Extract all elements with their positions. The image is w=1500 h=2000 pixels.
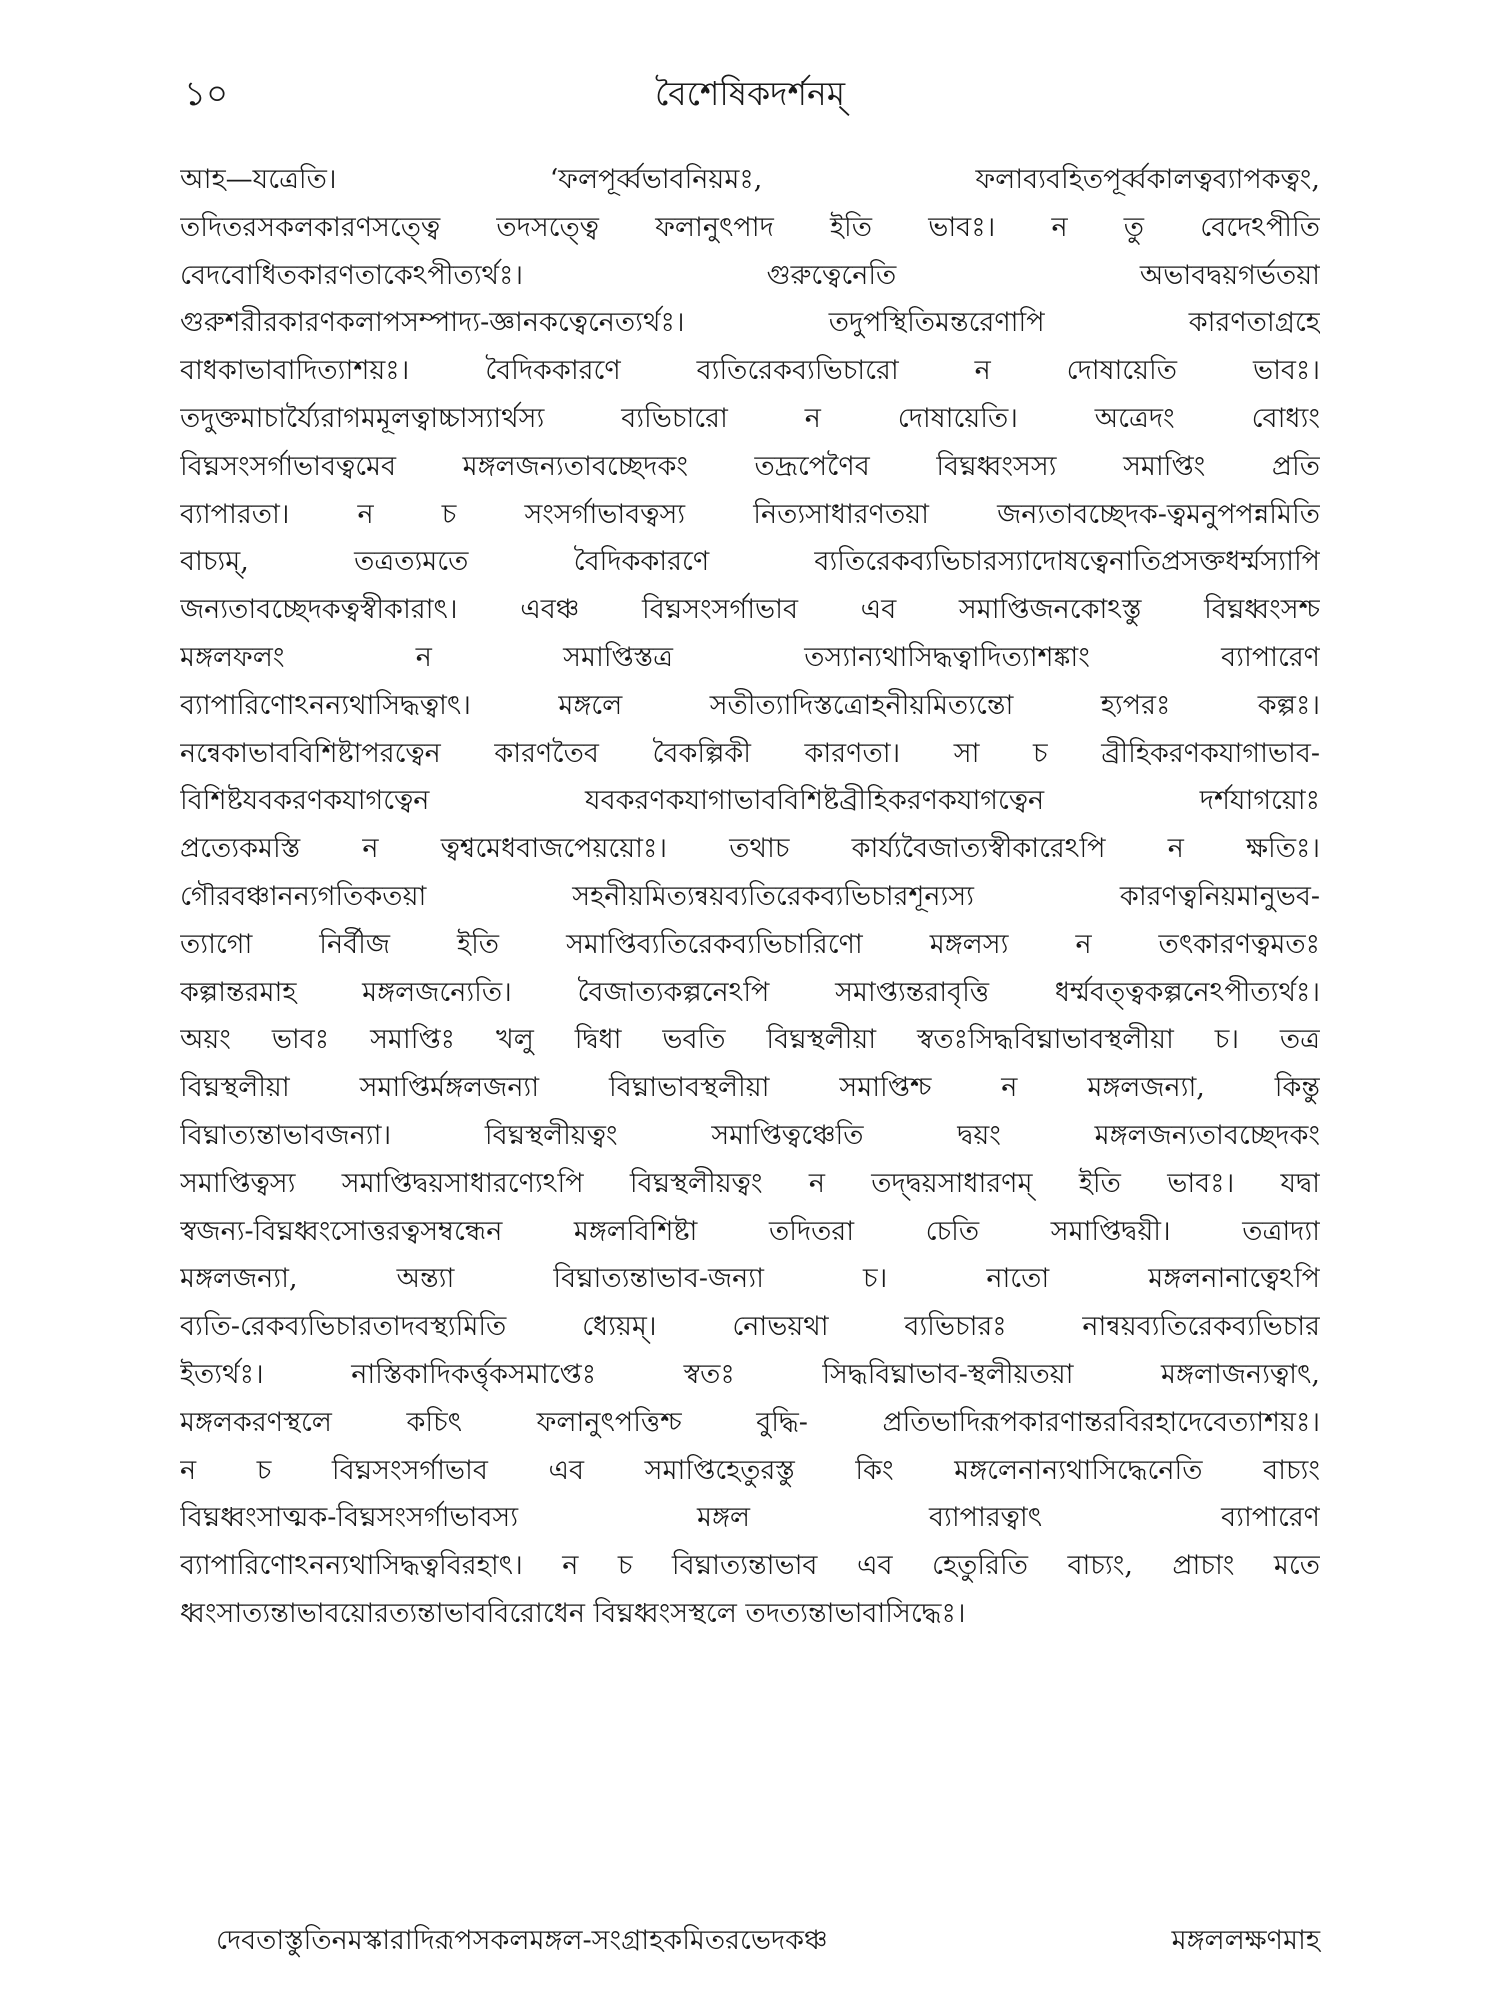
text-line: ব্যাপারিণোঽনন্যথাসিদ্ধত্ববিরহাৎ। ন চ বিঘ্নাত্যন্তাভাব এব হেতুরিতি বাচ্যং, প্রাচাং মতে: [180, 1550, 1320, 1582]
text-line: মঙ্গলফলং ন সমাপ্তিস্তত্র তস্যান্যথাসিদ্ধত্বাদিত্যাশঙ্কাং ব্যাপারেণ: [180, 641, 1320, 673]
text-line: বেদবোধিতকারণতাকেঽপীত্যর্থঃ। গুরুত্বেনেতি অভাবদ্বয়গর্ভতয়া: [180, 259, 1320, 291]
text-line: মঙ্গলজন্যা, অন্ত্যা বিঘ্নাত্যন্তাভাব-জন্যা চ। নাতো মঙ্গলনানাত্বেঽপি: [180, 1263, 1320, 1295]
text-line: বিঘ্নাত্যন্তাভাবজন্যা। বিঘ্নস্থলীয়ত্বং সমাপ্তিত্বঞ্চেতি দ্বয়ং মঙ্গলজন্যতাবচ্ছেদকং: [180, 1119, 1320, 1151]
text-line: ব্যাপারিণোঽনন্যথাসিদ্ধত্বাৎ। মঙ্গলে সতীত্যাদিস্তত্রোহনীয়মিত্যন্তো হ্যপরঃ কল্পঃ।: [180, 689, 1320, 721]
text-line: গৌরবঞ্চানন্যগতিকতয়া সহনীয়মিত্যন্বয়ব্যতিরেকব্যভিচারশূন্যস্য কারণত্বনিয়মানুভব-: [180, 880, 1320, 912]
text-line: বিঘ্নসংসর্গাভাবত্বমেব মঙ্গলজন্যতাবচ্ছেদকং তদ্রূপেণৈব বিঘ্নধ্বংসস্য সমাপ্তিং প্রতি: [180, 450, 1320, 482]
text-line: ত্যাগো নির্বীজ ইতি সমাপ্তিব্যতিরেকব্যভিচারিণো মঙ্গলস্য ন তৎকারণত্বমতঃ: [180, 928, 1320, 960]
text-line: বিশিষ্টযবকরণকযাগত্বেন যবকরণকযাগাভাববিশিষ্টব্রীহিকরণকযাগত্বেন দর্শযাগয়োঃ: [180, 785, 1320, 817]
text-line: ব্যতি-রেকব্যভিচারতাদবস্থ্যমিতি ধ্যেয়ম্। নোভয়থা ব্যভিচারঃ নান্বয়ব্যতিরেকব্যভিচার: [180, 1311, 1320, 1343]
text-line: গুরুশরীরকারণকলাপসম্পাদ্য-জ্ঞানকত্বেনেত্যর্থঃ। তদুপস্থিতিমন্তরেণাপি কারণতাগ্রহে: [180, 307, 1320, 339]
text-line: ধ্বংসাত্যন্তাভাবয়োরত্যন্তাভাববিরোধেন বিঘ্নধ্বংসস্থলে তদত্যন্তাভাবাসিদ্ধেঃ।: [180, 1597, 966, 1629]
text-line: সমাপ্তিত্বস্য সমাপ্তিদ্বয়সাধারণ্যেঽপি বিঘ্নস্থলীয়ত্বং ন তদ্দ্বয়সাধারণম্ ইতি ভাবঃ। যদ্বা: [180, 1167, 1320, 1199]
text-line: তদুক্তমাচার্য্যৈরাগমমূলত্বাচ্চাস্যার্থস্য ব্যভিচারো ন দোষায়েতি। অত্রেদং বোধ্যং: [180, 402, 1320, 434]
closing-line-left: দেবতাস্তুতিনমস্কারাদিরূপসকলমঙ্গল-সংগ্রাহকমিতরভেদকঞ্চ: [216, 1925, 828, 1956]
text-line: কল্পান্তরমাহ মঙ্গলজন্যেতি। বৈজাত্যকল্পনেঽপি সমাপ্ত্যন্তরাবৃত্তি ধর্ম্মবত্ত্বকল্পনেঽপীত্যর্থঃ।: [180, 976, 1320, 1008]
page-header: [180, 72, 1320, 132]
text-line: জন্যতাবচ্ছেদকত্বস্বীকারাৎ। এবঞ্চ বিঘ্নসংসর্গাভাব এব সমাপ্তিজনকোঽস্তু বিঘ্নধ্বংসশ্চ: [180, 594, 1320, 626]
text-line: বাচ্যম্, তত্রত্যমতে বৈদিককারণে ব্যতিরেকব্যভিচারস্যাদোষত্বেনাতিপ্রসক্তধর্ম্মস্যাপি: [180, 546, 1320, 578]
closing-line: [180, 1917, 1320, 1965]
closing-line-right: মঙ্গললক্ষণমাহ: [1171, 1925, 1320, 1956]
text-line: ইত্যর্থঃ। নাস্তিকাদিকর্ত্তৃকসমাপ্তেঃ স্বতঃ সিদ্ধবিঘ্নাভাব-স্থলীয়তয়া মঙ্গলাজন্যত্বাৎ,: [180, 1358, 1320, 1390]
text-line: মঙ্গলকরণস্থলে কচিৎ ফলানুৎপত্তিশ্চ বুদ্ধি- প্রতিভাদিরূপকারণান্তরবিরহাদেবেত্যাশয়ঃ।: [180, 1406, 1320, 1438]
text-line: অয়ং ভাবঃ সমাপ্তিঃ খলু দ্বিধা ভবতি বিঘ্নস্থলীয়া স্বতঃসিদ্ধবিঘ্নাভাবস্থলীয়া চ। তত্র: [180, 1024, 1320, 1056]
page-number: ১০: [184, 74, 229, 114]
text-line: বিঘ্নস্থলীয়া সমাপ্তির্মঙ্গলজন্যা বিঘ্নাভাবস্থলীয়া সমাপ্তিশ্চ ন মঙ্গলজন্যা, কিন্তু: [180, 1072, 1320, 1104]
text-line: স্বজন্য-বিঘ্নধ্বংসোত্তরত্বসম্বন্ধেন মঙ্গলবিশিষ্টা তদিতরা চেতি সমাপ্তিদ্বয়ী। তত্রাদ্যা: [180, 1215, 1320, 1247]
text-line: ব্যাপারতা। ন চ সংসর্গাভাবত্বস্য নিত্যসাধারণতয়া জন্যতাবচ্ছেদক-ত্বমনুপপন্নমিতি: [180, 498, 1320, 530]
text-line: বাধকাভাবাদিত্যাশয়ঃ। বৈদিককারণে ব্যতিরেকব্যভিচারো ন দোষায়েতি ভাবঃ।: [180, 355, 1320, 387]
body-text: [180, 156, 1320, 1638]
text-line: নন্বেকাভাববিশিষ্টাপরত্বেন কারণতৈব বৈকল্পিকী কারণতা। সা চ ব্রীহিকরণকযাগাভাব-: [180, 737, 1320, 769]
text-line: ন চ বিঘ্নসংসর্গাভাব এব সমাপ্তিহেতুরস্তু কিং মঙ্গলেনান্যথাসিদ্ধেনেতি বাচ্যং: [180, 1454, 1320, 1486]
text-line: প্রত্যেকমস্তি ন ত্বশ্বমেধবাজপেয়য়োঃ। তথাচ কার্য্যবৈজাত্যস্বীকারেঽপি ন ক্ষতিঃ।: [180, 833, 1320, 865]
text-line: আহ—যত্রেতি। ‘ফলপূর্ব্বভাবনিয়মঃ, ফলাব্যবহিতপূর্ব্বকালত্বব্যাপকত্বং,: [180, 164, 1320, 195]
text-line: বিঘ্নধ্বংসাত্মক-বিঘ্নসংসর্গাভাবস্য মঙ্গল ব্যাপারত্বাৎ ব্যাপারেণ: [180, 1502, 1320, 1534]
running-title: বৈশেষিকদর্শনম্: [654, 74, 846, 113]
text-line: তদিতরসকলকারণসত্ত্বে তদসত্ত্বে ফলানুৎপাদ ইতি ভাবঃ। ন তু বেদেঽপীতি: [180, 211, 1320, 243]
